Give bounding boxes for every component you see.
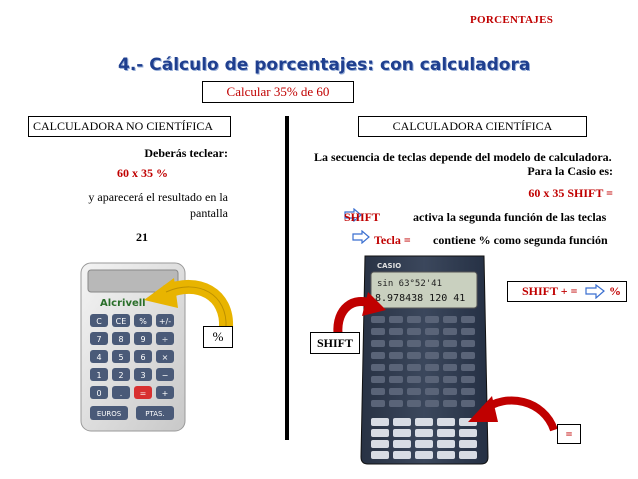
scientific-key: [407, 316, 421, 323]
scientific-key: [393, 440, 411, 448]
calculator-key-label: CE: [115, 317, 127, 326]
scientific-key: [389, 388, 403, 395]
scientific-key: [425, 400, 439, 407]
calculator-brand: Alcrivell: [100, 298, 146, 309]
scientific-key: [461, 328, 475, 335]
calculator-key-label: 5: [118, 353, 124, 362]
scientific-key: [437, 440, 455, 448]
scientific-key: [371, 451, 389, 459]
right-heading: CALCULADORA CIENTÍFICA: [358, 116, 587, 137]
calculator-key-label: .: [119, 389, 123, 398]
right-key-sequence: 60 x 35 SHIFT =: [528, 186, 613, 200]
curved-arrow-icon: [462, 390, 562, 436]
curved-arrow-icon: [136, 272, 246, 332]
scientific-key: [389, 352, 403, 359]
scientific-key: [459, 440, 477, 448]
shift-label: SHIFT: [344, 210, 381, 224]
scientific-key: [425, 352, 439, 359]
casio-note: Para la Casio es:: [527, 164, 613, 178]
equals-key-callout: =: [557, 424, 581, 444]
scientific-key: [425, 364, 439, 371]
scientific-key: [461, 376, 475, 383]
scientific-key: [425, 340, 439, 347]
scientific-key: [425, 316, 439, 323]
calculator-key-label: 3: [140, 371, 146, 380]
left-heading: CALCULADORA NO CIENTÍFICA: [28, 116, 231, 137]
scientific-key: [407, 400, 421, 407]
scientific-key: [389, 400, 403, 407]
scientific-key: [407, 388, 421, 395]
scientific-key: [443, 364, 457, 371]
scientific-key: [461, 316, 475, 323]
scientific-key: [407, 340, 421, 347]
svg-text:8.978438 120 41: 8.978438 120 41: [375, 293, 466, 304]
calculator-key-label: 1: [96, 371, 102, 380]
scientific-key: [393, 429, 411, 437]
scientific-key: [443, 400, 457, 407]
calculator-key-label: 7: [96, 335, 102, 344]
scientific-key: [389, 328, 403, 335]
scientific-key: [407, 364, 421, 371]
scientific-key: [407, 352, 421, 359]
casio-brand: CASIO: [377, 262, 402, 270]
svg-text:EUROS: EUROS: [96, 410, 122, 418]
scientific-key: [407, 376, 421, 383]
scientific-key: [443, 316, 457, 323]
shift-key-callout: SHIFT: [310, 332, 360, 354]
scientific-key: [443, 328, 457, 335]
tecla-description: contiene % como segunda función: [433, 233, 608, 247]
scientific-key: [443, 352, 457, 359]
shift-plus-equals-callout: SHIFT + = %: [507, 281, 627, 302]
svg-text:sin 63°52'41: sin 63°52'41: [377, 279, 443, 289]
scientific-key: [393, 451, 411, 459]
scientific-key: [371, 429, 389, 437]
scientific-key: [389, 376, 403, 383]
scientific-key: [389, 364, 403, 371]
calculator-key-label: −: [161, 371, 169, 380]
scientific-key: [407, 328, 421, 335]
shift-description: activa la segunda función de las teclas: [413, 210, 607, 224]
calculator-key-label: ÷: [161, 335, 169, 344]
result-description-line1: y aparecerá el resultado en la: [88, 190, 228, 204]
page-title: 4.- Cálculo de porcentajes: con calculadora: [118, 55, 531, 75]
scientific-key: [371, 340, 385, 347]
scientific-key: [415, 440, 433, 448]
scientific-key: [461, 340, 475, 347]
calculator-key-label: 4: [96, 353, 102, 362]
scientific-key: [459, 451, 477, 459]
calculator-key-label: 6: [140, 353, 146, 362]
tecla-label: Tecla =: [374, 233, 411, 247]
scientific-key: [443, 376, 457, 383]
scientific-key: [443, 340, 457, 347]
scientific-key: [415, 451, 433, 459]
left-key-sequence: 60 x 35 %: [117, 166, 168, 180]
scientific-key: [437, 451, 455, 459]
calculator-key-label: ×: [161, 353, 169, 362]
result-description-line2: pantalla: [190, 206, 228, 220]
calculator-key-label: 2: [118, 371, 124, 380]
svg-text:PTAS.: PTAS.: [145, 410, 165, 418]
example-box: Calcular 35% de 60: [202, 81, 354, 103]
instruction-text: Deberás teclear:: [144, 146, 228, 160]
scientific-key: [415, 429, 433, 437]
scientific-key: [371, 440, 389, 448]
arrow-right-icon: [352, 230, 370, 244]
calculator-key-label: +/-: [158, 317, 172, 326]
scientific-key: [371, 400, 385, 407]
scientific-key: [371, 364, 385, 371]
section-tag: PORCENTAJES: [470, 14, 554, 26]
calculator-key-label: 9: [140, 335, 146, 344]
calculator-key-label: =: [139, 389, 147, 398]
scientific-key: [389, 316, 403, 323]
scientific-key: [371, 388, 385, 395]
column-divider: [285, 116, 289, 440]
sequence-note: La secuencia de teclas depende del modelo de calculadora.: [314, 150, 612, 164]
calculator-key-label: C: [96, 317, 102, 326]
calculator-key-label: +: [161, 389, 169, 398]
calculator-key-label: %: [139, 317, 147, 326]
scientific-key: [443, 388, 457, 395]
calculator-key-label: 0: [96, 389, 102, 398]
scientific-key: [425, 328, 439, 335]
scientific-key: [371, 376, 385, 383]
result-value: 21: [136, 230, 148, 244]
scientific-key: [461, 352, 475, 359]
scientific-key: [437, 418, 455, 426]
percent-key-callout: %: [203, 326, 233, 348]
calculator-key-label: 8: [118, 335, 124, 344]
scientific-key: [393, 418, 411, 426]
scientific-key: [371, 418, 389, 426]
scientific-key: [415, 418, 433, 426]
scientific-key: [371, 352, 385, 359]
scientific-key: [437, 429, 455, 437]
arrow-right-icon: [585, 284, 605, 299]
scientific-key: [461, 364, 475, 371]
scientific-key: [425, 376, 439, 383]
scientific-key: [389, 340, 403, 347]
scientific-key: [425, 388, 439, 395]
